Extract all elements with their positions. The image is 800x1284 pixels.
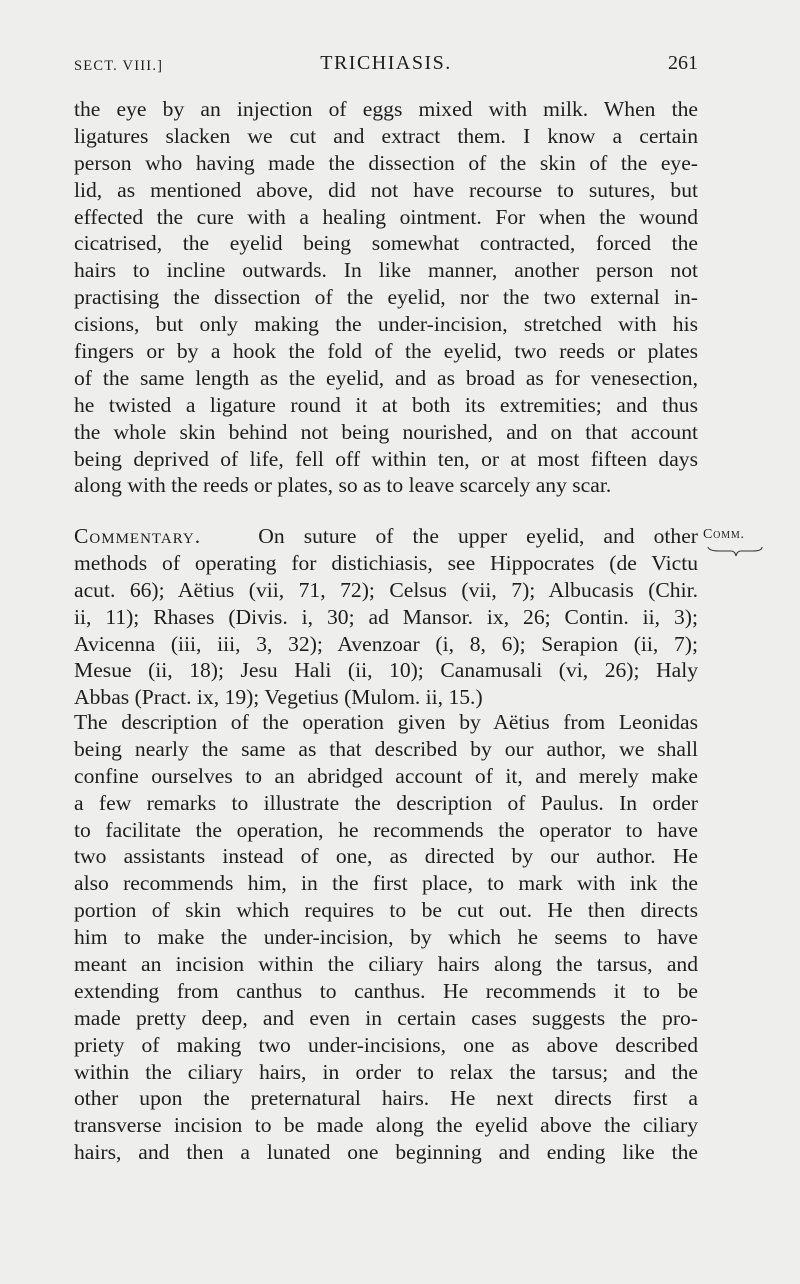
text-line: The description of the operation given by Aëtius from Leonidas: [74, 710, 698, 734]
text-line: being nearly the same as that described by our author, we shall: [74, 736, 698, 761]
page-title: TRICHIASIS.: [320, 52, 452, 74]
text-line: lid, as mentioned above, did not have recourse to sutures, but: [74, 177, 698, 202]
commentary-first-line-text: On suture of the upper eyelid, and other: [258, 524, 698, 548]
text-line: Avicenna (iii, iii, 3, 32); Avenzoar (i, 8, 6); Serapion (ii, 7);: [74, 631, 698, 656]
text-line: hairs to incline outwards. In like manner, another person not: [74, 258, 698, 283]
text-line: the whole skin behind not being nourished, and on that account: [74, 419, 698, 444]
text-line: made pretty deep, and even in certain cases suggests the pro-: [74, 1005, 698, 1030]
text-line: Mesue (ii, 18); Jesu Hali (ii, 10); Canamusali (vi, 26); Haly: [74, 658, 698, 683]
text-line: other upon the preternatural hairs. He next directs first a: [74, 1086, 698, 1111]
text-line: ligatures slacken we cut and extract them. I know a certain: [74, 123, 698, 148]
text-line: cisions, but only making the under-incision, stretched with his: [74, 312, 698, 337]
text-line: cicatrised, the eyelid being somewhat contracted, forced the: [74, 231, 698, 256]
text-line: fingers or by a hook the fold of the eyelid, two reeds or plates: [74, 339, 698, 364]
second-paragraph: [74, 709, 698, 1166]
margin-note: Comm.: [703, 527, 745, 542]
page-number: 261: [668, 52, 698, 74]
text-line: priety of making two under-incisions, one as above described: [74, 1032, 698, 1057]
text-line: confine ourselves to an abridged account of it, and merely make: [74, 763, 698, 788]
commentary-first-line: [74, 523, 698, 550]
text-line: practising the dissection of the eyelid, nor the two external in-: [74, 285, 698, 310]
text-line: Abbas (Pract. ix, 19); Vegetius (Mulom. ii, 15.): [74, 685, 483, 710]
commentary-paragraph: [74, 523, 698, 711]
text-line: portion of skin which requires to be cut out. He then directs: [74, 898, 698, 923]
text-line: within the ciliary hairs, in order to relax the tarsus; and the: [74, 1059, 698, 1084]
main-paragraph: [74, 96, 698, 499]
text-line: acut. 66); Aëtius (vii, 71, 72); Celsus (vii, 7); Albucasis (Chir.: [74, 577, 698, 602]
section-label: SECT. VIII.]: [74, 58, 164, 74]
text-line: methods of operating for distichiasis, see Hippocrates (de Victu: [74, 550, 698, 575]
text-line: extending from canthus to canthus. He recommends it to be: [74, 978, 698, 1003]
text-line: transverse incision to be made along the eyelid above the ciliary: [74, 1113, 698, 1138]
text-line: effected the cure with a healing ointment. For when the wound: [74, 204, 698, 229]
text-line: the eye by an injection of eggs mixed with milk. When the: [74, 97, 698, 121]
text-line: also recommends him, in the first place, to mark with ink the: [74, 871, 698, 896]
text-line: along with the reeds or plates, so as to leave scarcely any scar.: [74, 473, 612, 498]
margin-brace-icon: [707, 545, 763, 559]
text-line: hairs, and then a lunated one beginning and ending like the: [74, 1140, 698, 1165]
text-line: to facilitate the operation, he recommends the operator to have: [74, 817, 698, 842]
text-line: person who having made the dissection of the skin of the eye-: [74, 150, 698, 175]
text-line: being deprived of life, fell off within ten, or at most fifteen days: [74, 446, 698, 471]
text-line: a few remarks to illustrate the description of Paulus. In order: [74, 790, 698, 815]
text-line: two assistants instead of one, as directed by our author. He: [74, 844, 698, 869]
running-head: [74, 52, 698, 82]
text-line: meant an incision within the ciliary hairs along the tarsus, and: [74, 952, 698, 977]
text-line: he twisted a ligature round it at both its extremities; and thus: [74, 392, 698, 417]
text-line: ii, 11); Rhases (Divis. i, 30; ad Mansor. ix, 26; Contin. ii, 3);: [74, 604, 698, 629]
text-line: of the same length as the eyelid, and as broad as for venesection,: [74, 365, 698, 390]
commentary-heading: Commentary.: [74, 524, 202, 548]
text-line: him to make the under-incision, by which he seems to have: [74, 925, 698, 950]
